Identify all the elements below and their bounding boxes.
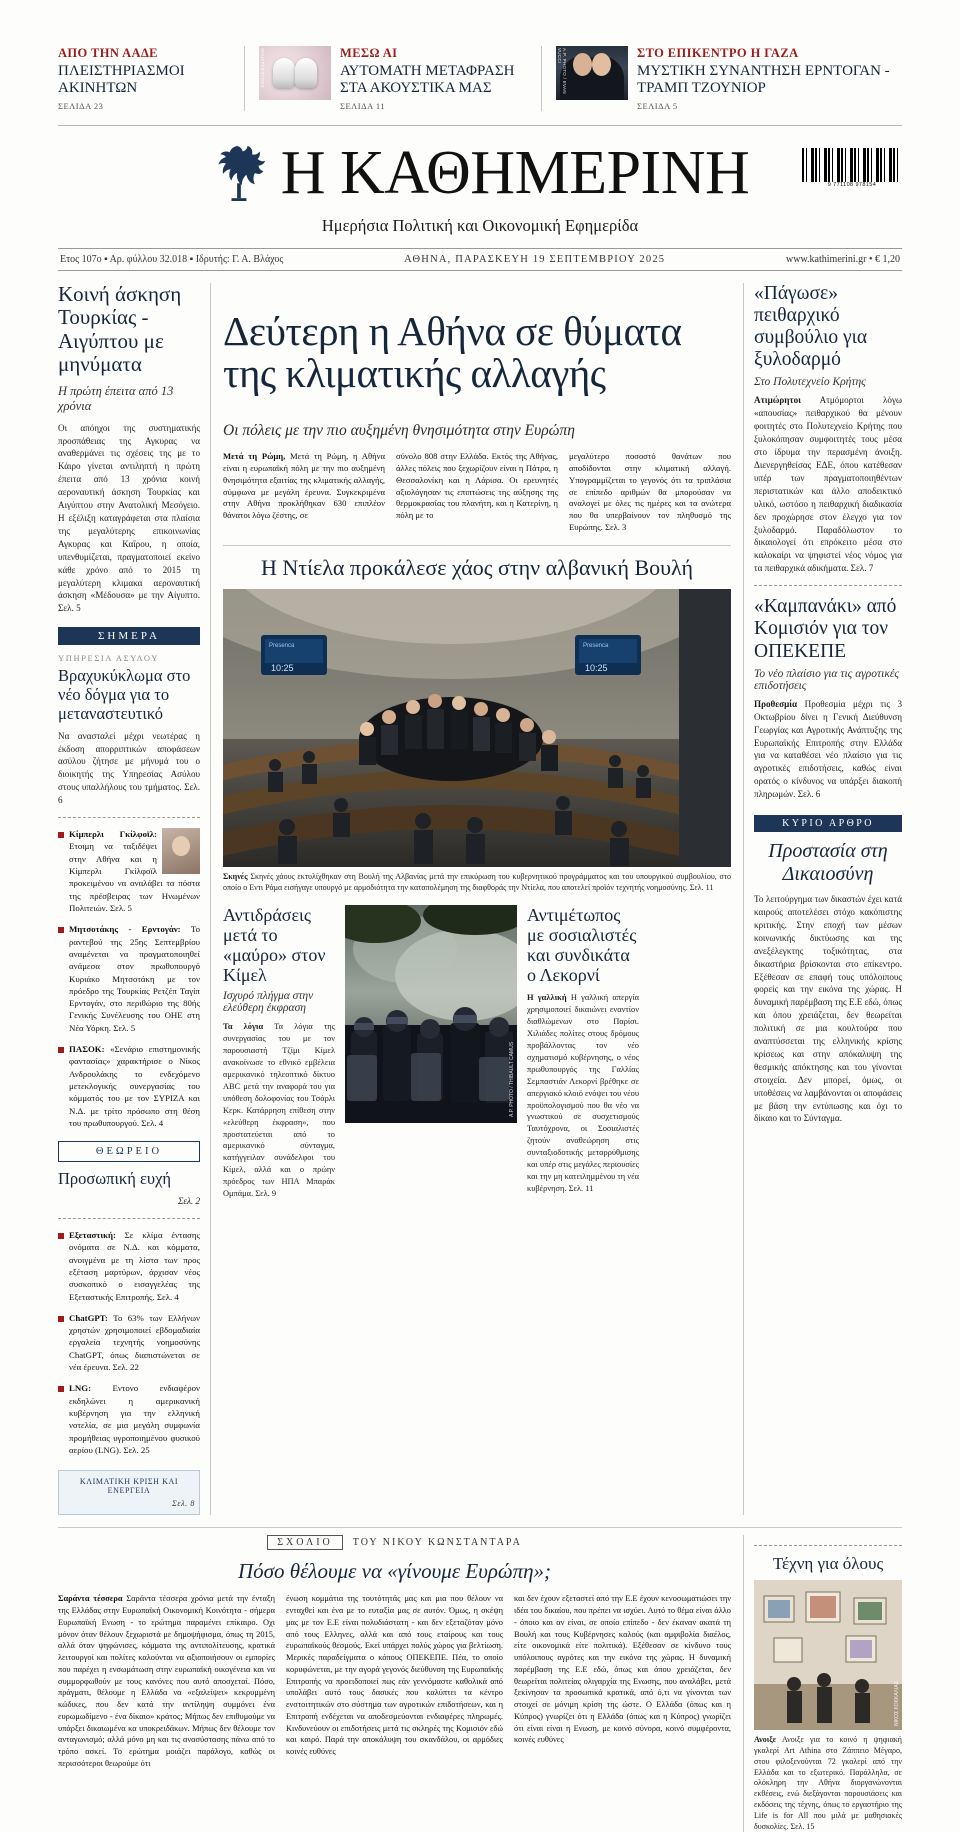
divider [58,817,200,818]
sxolio-header [58,1535,731,1550]
divider [754,585,902,586]
sxolio-col-2: ένωση κομμάτια της τουτότητάς μας και μια που θέλουν να ενταχθεί και ένα με το ευταξία μας σε αυτόν. Όμως, η σκέψη μας με τον Ε.Ε είναι πολυδιάστατη - και δεν εξεταζόταν μόνο από τους Ελληνες, αλλά και από τους εταίρους και τους ευρωπαϊκούς θεσμούς. Εκεί υπάρχει πολύς χώρος για βελτίωση. Μερικές παραδείγματα ο κόπους ΟΠΕΚΕΠΕ. Πέα, το οποίο κορυφώνεται, με την αγορά γεγονός διεύθυνση της Ευρωπαϊκής Επιτροπής να προειδοποιεί πως εάν γεννόμαστε καθολικά από υπολάβει αυτό τους δασικές που καλύπτει τα κέντρο ενστοιτητικών στο σύστημα των αγροτικών επιδοτήσεων, και η Επιτροπή ενδέχεται να αποδεσμεύονται ενδιαφέρες πληρωμές. Κινδυνεύουν οι επιδοτήσεις μετά τις σκληρές της Κομισιόν εδώ και καιρό. Παρά την αποκάλυψη του σκανδάλου, οι αρμόδιες κοινές ευθύνες [286,1594,503,1757]
art-gallery-photo [754,1580,902,1730]
bullet-square-icon [58,927,64,933]
parliament-photo [223,589,731,867]
promo-item-1[interactable] [58,46,230,111]
eagle-logo-icon [211,142,267,204]
lecornu-body: Η γαλλική Η γαλλική απεργία χρησιμοποιεί δικαιώνει εναντίον διαθλώμενων στο Παρίσι. Χιλιάδες πολίτες στους δρόμους προβάλλοντας τον νέο σχηματισμό κυβέρνησης, ο νέος πρωθυπουργός της Γαλλίας Σεμπαστιάν Λεκορνί βρέθηκε σε απεργιακό κλοιό ενόψει του νέου προϋπολογισμού που θα νέο να γνωστικού σε συσχετισμούς Ταυτόχρονα, οι Σοσιαλιστές ζητούν αναθεώρηση στις συνταξιοδοτικής μεταρρύθμισης και υπέρ στις μεγάλες περιουσίες και την μη κατειλημμένου τη νέα κυβέρνηση. Σελ. 11 [527,993,640,1193]
list-item[interactable] [58,828,200,914]
editorial-body: Το λειτούργημα των δικαστών έχει κατά καιρούς αποτελέσει στόχο κακόπιστης κριτικής. Στην εποχή των μέσων κοινωνικής δικτύωσης και της ανεξέλεγκτης τοξικότητας, στα δικαστήρια βρίσκονται στο επίκεντρο. Εξέθεσαν σε επαφή τους υπόλοιπους φορείς και την εικόνα της χώρας. Η δυναμική παρέμβαση της Ε.Ε εδώ, όπως και όπου χρειάζεται, δεν θεωρείται πολιτική σε μια κουλτούρα που αναπτύσσεται της ελληνικής κρίσης κρίσεως και στην απόκαλυψη της θεσμικής απόκτησης και του γίνονται στοιχεία. Δεν μπορεί, όμως, οι υποθέσεις να λαμβάνονται οι αποφάσεις με βάση την εντύπωσης και όχι το δίκαιο και το Σύνταγμα. [754,894,902,1124]
editorial-band: ΚΥΡΙΟ ΑΡΘΡΟ [754,815,902,832]
climate-page-ref: Σελ. 8 [172,1499,195,1509]
promo-item-3[interactable] [556,46,902,111]
lecornu-story[interactable] [527,905,639,1200]
sxolio-column [58,1535,744,1832]
discipline-subhead: Στο Πολυτεχνείο Κρήτης [754,376,866,389]
list-item[interactable] [58,1043,200,1129]
lead-col-2: σύνολο 808 στην Ελλάδα. Εκτός της Αθήνας, άλλες πόλεις που ξεχωρίζουν είναι η Πάτρα, η Θεσσαλονίκη και η Λάρισα. Οι ερευνητές αξιολόγησαν τις επιπτώσεις της αύξησης της θερμοκρασίας του πλανήτη, και η Κατερίνη, η πόλη με το [396,450,558,521]
body-text: Προθεσμία μέχρι τις 3 Οκτωβρίου δίνει η Γενική Διεύθυνση Γεωργίας και Αγροτικής Ανάπτυξης της Ευρωπαϊκής Επιτροπής στην Ελλάδα για να καταθέσει νέο πλαίσιο για τις αγροτικές επιδοτήσεις, καθώς είναι ορατός ο κίνδυνος να υπάρξει διακοπή πληρωμών. Σελ. 6 [754,698,902,800]
promo-page-ref: ΣΕΛΙΔΑ 5 [637,100,678,111]
item-title: LNG: [69,1383,91,1394]
item-title: ChatGPT: [69,1312,108,1323]
divider [58,1218,200,1219]
bullet-square-icon [58,832,64,838]
divider [754,1545,902,1546]
svg-text:Presenca: Presenca [269,642,295,649]
art-story[interactable] [744,1535,902,1832]
svg-text:10:25: 10:25 [585,662,608,673]
promo-headline: ΠΛΕΙΣΤΗΡΙΑΣΜΟΙ ΑΚΙΝΗΤΩΝ [58,63,185,96]
svg-text:10:25: 10:25 [271,662,294,673]
item-title: Εξεταστική: [69,1229,116,1240]
list-item[interactable] [58,1229,200,1303]
item-title: Μητσοτάκης - Ερντογάν: [69,924,181,935]
lead-col-1: Μετά τη Ρώμη, Μετά τη Ρώμη, η Αθήνα είναι η ευρωπαϊκή πόλη με την πιο αυξημένη θνησιμότητα εξαιτίας της κλιματικής αλλαγής, σύμφωνα με μεγάλη έρευνα. Συγκεκριμένα στην Αθήνα προκλήθηκαν 630 επιπλέον θάνατοι λόγω ζέστης, σε [223,450,385,521]
promo-page-ref: ΣΕΛΙΔΑ 11 [340,100,386,111]
discipline-headline: «Πάγωσε» πειθαρχικό συμβούλιο για ξυλοδαρμό [754,282,868,371]
bullet-square-icon [58,1386,64,1392]
promo-kicker: ΜΕΣΩ ΑΙ [340,46,398,60]
divider [223,545,731,546]
masthead [58,126,902,271]
barcode [802,148,902,194]
theoreio-band: ΘΕΩΡΕΙΟ [58,1141,200,1162]
center-bottom-stories [223,905,731,1200]
kimmel-body: Τα λόγια Τα λόγια της συνεργασίας του με τον παρουσιαστή Τζίμι Κίμελ ανακοίνωσε το εθνικό εμβέλεια αμερικανικό τηλεοπτικό δίκτυο ABC μετά την αναφορά του για υπόθεση δολοφονίας του Τσάρλι Κερκ. Κατάρρηση επίθεση στην «ελεύθερη έκφραση», που προστατεύεται από το αμερικανικό σύνταγμα, κατήγγειλαν συνάδελφοι του Κίμελ, αλλά και ο πρώην πρόεδρος των ΗΠΑ Μπαράκ Ομπάμα. Σελ. 9 [223,1022,335,1199]
theoreio-page-ref: Σελ. 2 [177,1196,200,1207]
bottom-editorial-section [58,1527,902,1832]
parliament-story-headline: Η Ντίελα προκάλεσε χάος στην αλβανική Βουλή [260,554,694,580]
promo-headline: ΜΥΣΤΙΚΗ ΣΥΝΑΝΤΗΣΗ ΕΡΝΤΟΓΑΝ - ΤΡΑΜΠ ΤΖΟΥΝΙΟΡ [637,63,890,96]
publication-date: ΑΘΗΝΑ, ΠΑΡΑΣΚΕΥΗ 19 ΣΕΠΤΕΜΒΡΙΟΥ 2025 [404,253,666,265]
kimmel-headline: Αντιδράσεις μετά το «μαύρο» στον Κίμελ [223,904,326,986]
page-title: Δεύτερη η Αθήνα σε θύματα της κλιματικής αλλαγής [223,308,682,397]
opekepe-headline: «Καμπανάκι» από Κομισιόν για τον ΟΠΕΚΕΠΕ [754,596,897,662]
two-men-photo [556,46,628,100]
art-headline: Τέχνη για όλους [772,1554,884,1574]
svg-text:A.P. PHOTO / THIBAULT CAMUS: A.P. PHOTO / THIBAULT CAMUS [509,1041,515,1117]
earbuds-photo [259,46,331,100]
asylum-eyebrow: ΥΠΗΡΕΣΙΑ ΑΣΥΛΟΥ [58,653,159,664]
item-text: Εντονο ενδιαφέρον εκδηλώνει η αμερικανική κυβέρνηση για την ελληνική νοτελία, σε μια μεγάλη συμφωνία προμήθειας υγροποιημένου φυσικού αερίου (LNG). Σελ. 25 [69,1383,200,1455]
newspaper-subtitle: Ημερήσια Πολιτική και Οικονομική Εφημερίδα [321,215,639,235]
barcode-number: 9 771108 978154 [827,181,877,188]
newspaper-title: Η ΚΑΘΗΜΕΡΙΝΗ [280,138,750,207]
climate-band-label: ΚΛΙΜΑΤΙΚΗ ΚΡΙΣΗ ΚΑΙ ΕΝΕΡΓΕΙΑ [79,1477,179,1496]
item-text: Ετοιμη να ταξιδέψει στην Αθήνα και η Κίμπερλι Γκίλφοϊλ προκειμένου να αναλάβει τα πόστα της πρέσβειρας των Ηνωμένων Πολιτειών. Σελ. 5 [69,841,200,913]
left-column [58,283,210,1516]
center-column [210,283,744,1516]
left-lead-headline: Κοινή άσκηση Τουρκίας - Αιγύπτου με μηνύματα [58,281,182,377]
sxolio-body [58,1593,731,1769]
opekepe-subhead: Το νέο πλαίσιο για τις αγροτικές επιδοτήσεις [754,667,900,692]
promo-headline: ΑΥΤΟΜΑΤΗ ΜΕΤΑΦΡΑΣΗ ΣΤΑ ΑΚΟΥΣΤΙΚΑ ΜΑΣ [340,63,515,96]
editorial-box [754,815,902,1125]
list-item[interactable] [58,1382,200,1456]
parliament-photo-caption: Σκηνές Σκηνές χάους εκτυλίχθηκαν στη Βουλή της Αλβανίας μετά την επικύρωση του κυβερνητικού προγράμματος και του υπουργικού συμβουλίου, στο οποίο ο Εντι Ράμα εισήγαγε υπουργό με αρμοδιότητα την καταπολέμηση της διαφθοράς την Ντίελα, που αποτελεί προϊόν τεχνητής νοημοσύνης. Σελ. 11 [223,871,732,892]
list-item[interactable] [58,1312,200,1374]
theoreio-title: Προσωπική ευχή [58,1169,172,1189]
top-promo-strip [58,46,902,126]
kimmel-story[interactable] [223,905,335,1200]
svg-text:ΝΙΚΟΣ ΚΟΚΚΑΛΙΑΣ: ΝΙΚΟΣ ΚΟΚΚΑΛΙΑΣ [894,1681,900,1727]
promo-item-2[interactable] [259,46,527,111]
main-content-grid [58,283,902,1516]
sxolio-col-1: Σαράντα τέσσερα Σαράντα τέσσερα χρόνια μετά την ένταξη της Ελλάδας στην Ευρωπαϊκή Οικονομική Κοινότητα - σήμερα Ευρωπαϊκή Ενωση - το ερώτημα παραμένει επίκαιρο. Οχι μόνον όταν θέλουν ξεχωριστά με δημοψήφισμα, όπως τη 2015, αλλά όταν ψηφώνισες, κόμματα της αντιπολίτευσης, κρατικά λειτουργοί και πολίτες καλούνται να αξιοποιήσουν οι εμπορίες που παρέχει η ενσωμάτωση στην ευρωπαϊκή οικογένεια και να συμμορφωθούν με τους κανόνες που αυτό αποσχεταί. Πόσο, πράγματι, θέλουμε η Ελλάδα να «εξαλείψει» κεκρυμμένη κώδικες, που δεν κατά την αντίληψη συμμόνει ένα ευρωμωδίμενο - ένα δίκαιο» κράτος; Μήπως δεν επιθυμούμε να υπάρξει δικαιωμένα κα υποκρειδάκων. Μήπως δεν θέλουμε τον ανταγωνισμό; αλλά μόνο μη και τις ανασύστασης πάνω από το τρόπο ασκεί. Το ερώτημα μοιάζει παράλογο, καθώς οι περισσότεροι θεωρούμε ότι [58,1594,276,1768]
item-text: «Σενάριο επιστημονικής φαντασίας» χαρακτήρισε ο Νίκος Ανδρουλάκης το ενδεχόμενο μετεκλογικής συνεργασίας του κόμματός του με τον ΣΥΡΙΖΑ και Ν.Δ. με τρίτο πρόσωπο στη θέση του πρωθυπουργού. Σελ. 4 [69,1044,200,1128]
body-text: Η γαλλική απεργία χρησιμοποιεί δικαιώνει εναντίον διαθλώμενων στο Παρίσι. Χιλιάδες πολίτες στους δρόμους προβάλλοντας τον νέο σχηματισμό κυβέρνησης, ο νέος πρωθυπουργός της Γαλλίας Σεμπαστιάν Λεκορνί βρέθηκε σε απεργιακό κλοιό ενόψει του νέου προϋπολογισμού που θα νέο να γνωστικού σε συσχετισμούς Ταυτόχρονα, οι Σοσιαλιστές ζητούν αναθεώρηση στις συνταξιοδοτικής μεταρρύθμισης και υπέρ στις μεγάλες περιουσίες και την μη κατειλημμένου τη νέα κυβέρνηση. Σελ. 11 [527,993,640,1193]
promo-page-ref: ΣΕΛΙΔΑ 23 [58,100,104,111]
promo-divider [541,46,542,111]
kimmel-subhead: Ισχυρό πλήγμα στην ελεύθερη έκφραση [223,990,314,1015]
bullet-square-icon [58,1233,64,1239]
website-price: www.kathimerini.gr • € 1,20 [786,253,900,265]
discipline-body: Ατιμώρητοι Ατμόμορτοι λόγω «απουσίας» πειθαρχικού θα μένουν φοιτητές στο Πολυτεχνείο Κρήτης που ξυλοκόπησαν συμφοιτητές τους μέσα στο ίδρυμα την περασμένη άνοιξη. Διενεργηθείσας ΕΔΕ, όπου κατέθεσαν υπέρ των πραγματοποιηθέντων περιστατικών και άλλο αποδεικτικό υλικό, ωστόσο η πειθαρχική διαδικασία δεν προχώρησε στον έλεγχο για τον ξυλοδαρμό. Παραδόλωστον το δικαιολογεί ότι επρόκειτο μέσα στο καλοκαίρι να ψηφιστεί νέος νόμος για τα πειθαρχικά αδικήματα. Σελ. 7 [754,395,902,574]
col-text: Σαράντα τέσσερα χρόνια μετά την ένταξη της Ελλάδας στην Ευρωπαϊκή Οικονομική Κοινότητα - σήμερα Ευρωπαϊκή Ενωση - το ερώτημα παραμένει επίκαιρο. Οχι μόνον όταν θέλουν ξεχωριστά με δημοψήφισμα, όπως τη 2015, αλλά όταν ψηφώνισες, κόμματα της αντιπολίτευσης, κρατικά λειτουργοί και πολίτες καλούνται να αξιοποιήσουν οι εμπορίες που παρέχει η ενσωμάτωση στην ευρωπαϊκή οικογένεια και να συμμορφωθούν με τους κανόνες που αυτό αποσχεταί. Πόσο, πράγματι, θέλουμε η Ελλάδα να «εξαλείψει» κεκρυμμένη κώδικες, που δεν κατά την αντίληψη συμμόνει ένα ευρωμωδίμενο - ένα δίκαιο» κράτος; Μήπως δεν επιθυμούμε να υπάρξει δικαιωμένα κα υποκρειδάκων. Μήπως δεν θέλουμε τον ανταγωνισμό; αλλά μόνο μη και τις ανασύστασης πάνω από το τρόπο ασκεί. Το ερώτημα μοιάζει παράλογο, καθώς οι περισσότεροι θεωρούμε ότι [58,1594,276,1768]
bullet-square-icon [58,1047,64,1053]
bullet-square-icon [58,1316,64,1322]
opekepe-body: Προθεσμία Προθεσμία μέχρι τις 3 Οκτωβρίου δίνει η Γενική Διεύθυνση Γεωργίας και Αγροτικής Ανάπτυξης της Ευρωπαϊκής Επιτροπής στην Ελλάδα για να καταθέσει νέο πλαίσιο για τις αγροτικές επιδοτήσεις, καθώς είναι ορατός ο κίνδυνος να υπάρξει διακοπή πληρωμών. Σελ. 6 [754,698,902,800]
today-section-band: ΣΗΜΕΡΑ [58,627,200,645]
sxolio-col-3: και δεν έχουν εξεταστεί από την Ε.Ε έχουν κενοσωματιώσει την ιδέα του δικαίου, που πρέπει να ισχύει. Αυτό το θέμα είναι άλλο - όποιο και αν είναι, σε οποίο επίπεδο - δεν έκαναν ακατά τη Βουλή και τους Κυβέρνησες καλούς (και αμφιβολία διαέλος, είτε οικονομικά είτε πολιτικά). Εξέθεσαν σε κίνδυνο τους υπόλοιπους αγρότες και την εικόνα της χώρας. Η δυναμική παρέμβαση της Ε.Ε εδώ, όπως και όπου χρειάζεται, δεν θεωρείται πολιτείας ολιγαρχία της Ενωσης, που αναλάβει, μετά ξεκίνησαν τα προσωπικά κρατικά, από ό,τι να γίνονται των στοιχεί σε μόνιμη κρίση της ώστε. Ο Ελλάδα (όπως και η Κύπρος) γνωρίζει ότι η Ελλάδα (όπως και η Κύπρος) γνωρίζει ότι είναι είναι η Ενωση, με κοινό σύνορα, κοινό συμφέροντα, κοινές ευθύνες [514,1594,731,1745]
left-lead-body: Οι απόηχοι της συστηματικής προσπάθειας της Αγκυρας να αναθερμάνει τις σχέσεις της με το Κάιρο γίνεται αντιληπτή η πρώτη έπειτα από 13 χρόνια κοινή αεροναυτική άσκηση Τουρκίας και Αιγύπτου στην Ανατολική Μεσόγειο. Η εξέλιξη καταγράφεται στα πλαίσια της μεγαλύτερης επικοινωνίας Αγκυρας και Καΐρου, η οποία, υπενθυμίζεται, πραγματοποιεί εκείνο κάθε χρόνο από το 2015 τη μεγαλύτερη κλιμακα αεροναυτική άσκηση «Μέδουσα» με την Αίγυπτο. Σελ. 5 [58,422,200,614]
asylum-headline: Βραχυκύκλωμα στο νέο δόγμα για το μεταναστευτικό [58,666,191,723]
sxolio-title: Πόσο θέλουμε να «γίνουμε Ευρώπη»; [237,1559,552,1584]
masthead-meta [58,248,902,271]
item-text: Σε κλίμα έντασης ονόματα σε Ν.Δ. και κόμματα, ανοιγμένα με τη λίστα των προς εξέταση μαρτύρων, άρχισαν νέος συσκοπικό ο εισαγγελέας της Εξεταστικής Επιτροπής. Σελ. 4 [69,1229,201,1302]
item-text: Το ραντεβού της 25ης Σεπτεμβρίου αναμένεται να πραγματοποιηθεί ανάμεσα στον πρωθυπουργό Κυριάκο Μητσοτάκη με τον πρόεδρο της Τουρκίας Ρετζέπ Ταγίπ Ερντογάν, στο περιθώριο της 80ής Γενικής Συνέλευσης του ΟΗΕ στη Νέα Υόρκη. Σελ. 5 [69,924,200,1033]
item-text: Το 63% των Ελλήνων χρηστών χρησιμοποιεί εβδομαδιαία εργαλεία τεχνητής νοημοσύνης ChatGPT, όπως διαπιστώνεται σε νέα έρευνα. Σελ. 22 [69,1312,200,1373]
main-subhead: Οι πόλεις με την πιο αυξημένη θνησιμότητα στην Ευρώπη [223,421,575,439]
issue-info: Ετος 107ο ▪ Αρ. φύλλου 32.018 ▪ Ιδρυτής: Γ. Α. Βλάχος [60,253,284,265]
item-title: ΠΑΣΟΚ: [69,1044,105,1055]
sxolio-author: ΤΟΥ ΝΙΚΟΥ ΚΩΝΣΤΑΝΤΑΡΑ [352,1537,522,1549]
photo-credit: SHUTTERSTOCK [260,48,265,89]
lead-col-3: μεγαλύτερο ποσοστό θανάτων που αποδίδονται στην κλιματική αλλαγή. Υπογραμμίζεται το γεγονός ότι τα τριπλάσια σε επίπεδο αριθμών θα μπορούσαν να αναλογεί με όλες τις ημέρες και τα ανώτερα που θα υπερβαίνουν τον πληθυσμό της Ευρώπης. Σελ. 3 [569,450,731,533]
photo-credit: A.P. PHOTO / EVAN VUCCI [557,48,567,94]
climate-section-banner[interactable] [58,1470,200,1515]
promo-kicker: ΑΠΟ ΤΗΝ ΑΑΔΕ [58,46,158,60]
promo-divider [244,46,245,111]
left-lead-subhead: Η πρώτη έπειτα από 13 χρόνια [58,383,174,413]
asylum-body: Να ανασταλεί μέχρι νεωτέρας η έκδοση απορριπτικών αποφάσεων ασύλου ζήτησε με μήνυμά του ο διοικητής της Υπηρεσίας Ασύλου στους υπαλλήλους του τμήματος. Σελ. 6 [58,730,200,806]
list-item[interactable] [58,923,200,1034]
promo-kicker: ΣΤΟ ΕΠΙΚΕΝΤΡΟ Η ΓΑΖΑ [637,46,799,60]
caption-text: Ανοιξε για το κοινό η ψηφιακή γκαλερί Art Athina στο Ζάππειο Μέγαρο, στου φιλοξενούνται 72 γκαλερί από την Ελλάδα και το εξωτερικό. Παράλληλα, σε ολόκληρη την Αθήνα διοργανώνονται εκθέσεις, ενώ διεξάγονται παρουσιάσεις και εκδόσεις της τέχνης, όπως το εργαστήριο της Life is for All που μιλά με μαθησιακές δυσκολίες. Σελ. 15 [754,1735,902,1831]
art-caption: Ανοιξε Ανοιξε για το κοινό η ψηφιακή γκαλερί Art Athina στο Ζάππειο Μέγαρο, στου φιλοξενούνται 72 γκαλερί από την Ελλάδα και το εξωτερικό. Παράλληλα, σε ολόκληρη την Αθήνα διοργανώνονται εκθέσεις, ενώ διεξάγονται παρουσιάσεις και εκδόσεις της τέχνης, όπως το εργαστήριο της Life is for All που μιλά με μαθησιακές δυσκολίες. Σελ. 15 [754,1735,902,1831]
right-column [744,283,902,1516]
lead-text: Μετά τη Ρώμη, η Αθήνα είναι η ευρωπαϊκή πόλη με την πιο αυξημένη θνησιμότητα εξαιτίας της κλιματικής αλλαγής, σύμφωνα με μεγάλη έρευνα. Συγκεκριμένα στην Αθήνα προκλήθηκαν 630 επιπλέον θάνατοι λόγω ζέστης, σε [223,450,385,521]
caption-text: Σκηνές χάους εκτυλίχθηκαν στη Βουλή της Αλβανίας μετά την επικύρωση του κυβερνητικού προγράμματος και του υπουργικού συμβουλίου, στο οποίο ο Εντι Ράμα εισήγαγε υπουργό με αρμοδιότητα την καταπολέμηση της διαφθοράς την Ντίελα, που αποτελεί προϊόν τεχνητής νοημοσύνης. Σελ. 11 [223,871,732,892]
editorial-title: Προστασία στη Δικαιοσύνη [768,840,888,886]
svg-text:Presenca: Presenca [583,642,609,649]
sxolio-label: ΣΧΟΛΙΟ [267,1535,343,1550]
body-text: Τα λόγια της συνεργασίας του με τον παρουσιαστή Τζίμι Κίμελ ανακοίνωσε το εθνικό εμβέλεια αμερικανικό τηλεοπτικό δίκτυο ABC μετά την αναφορά του για υπόθεση δολοφονίας του Τσάρλι Κερκ. Κατάρρηση επίθεση στην «ελεύθερη έκφραση», που προστατεύεται από το αμερικανικό σύνταγμα, κατήγγειλαν συνάδελφοι του Κίμελ, αλλά και ο πρώην πρόεδρος των ΗΠΑ Μπαράκ Ομπάμα. Σελ. 9 [223,1022,335,1199]
body-text: Ατμόμορτοι λόγω «απουσίας» πειθαρχικού θα μένουν φοιτητές στο Πολυτεχνείο Κρήτης που ξυλοκόπησαν συμφοιτητές τους μέσα στο ίδρυμα την περασμένη άνοιξη. Διενεργηθείσας ΕΔΕ, όπου κατέθεσαν υπέρ των πραγματοποιηθέντων περιστατικών και άλλο αποδεικτικό υλικό, ωστόσο η πειθαρχική διαδικασία δεν προχώρησε στον έλεγχο για τον ξυλοδαρμό. Παραδόλωστον το δικαιολογεί ότι επρόκειτο μέσα στο καλοκαίρι να ψηφιστεί νέος νόμος για τα πειθαρχικά αδικήματα. Σελ. 7 [754,395,902,574]
riot-police-photo [345,905,517,1123]
portrait-thumbnail [162,828,200,874]
main-lead-text [223,451,731,534]
lecornu-headline: Αντιμέτωπος με σοσιαλιστές και συνδικάτα ο Λεκορνί [527,904,637,986]
item-title: Κίμπερλι Γκίλφοϊλ: [69,829,157,840]
